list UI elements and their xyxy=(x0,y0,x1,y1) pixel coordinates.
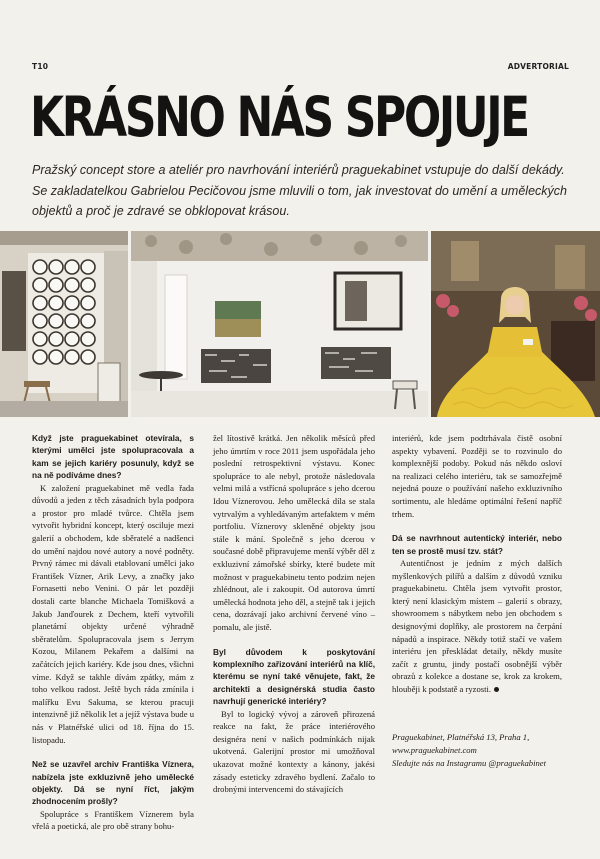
interview-answer-continued: interiérů, kde jsem podtrhávala čistě osobní aspekty vybavení. Později se to rozvinulo do komplexnější podoby. Pokud nás někdo osloví na realizaci celého interiéru, tak se samozřejmě nejedná pouze o používání našeho exkluzivního sortimentu, ale hledáme optimální řešení napříč trhem. xyxy=(392,433,562,519)
interview-question: Byl důvodem k poskytování komplexního zařizování interiérů na klíč, kterému se nyní také věnujete, fakt, že architekti a designérská studia často navrhují generické interiéry? xyxy=(213,646,375,707)
photo-strip xyxy=(0,231,600,417)
plate-wall-illustration xyxy=(0,231,128,417)
photo-portrait-yellow-dress xyxy=(431,231,600,417)
portrait-illustration xyxy=(431,231,600,417)
photo-gallery-interior xyxy=(131,231,428,417)
final-answer-text: Autentičnost je jedním z mých dalších myšlenkových pilířů a dalším z důvodů vzniku praguekabinetu. Chtěla jsem vytvořit prostor, který není klasickým místem – galerií s obrazy, showroomem s nábytkem nebo jen obchodem s designovými doplňky, ale prostorem na čerpání nápadů a inspirace. Někdy totiž stačí ve vašem interiéru jen přeskládat detaily, někdy musíte začít z gruntu, jindy postačí osobnější výběr obrazů z kolekce a dostane se, krok za krokem, hlouběji k podstatě a ryzosti. xyxy=(392,557,562,694)
interview-answer: Byl to logický vývoj a zároveň přirozená reakce na fakt, že práce interiérového designéra není v našich podmínkách nijak ukotvená. Galerijní prostor mi umožňoval ukazovat možné kontexty a kánony, jakési zásady esteticky zdravého bydlení. Začalo to drobnými intervencemi do stávajících xyxy=(213,708,375,795)
article-column-3 xyxy=(392,432,562,696)
photo-plate-wall xyxy=(0,231,128,417)
end-mark-icon xyxy=(494,687,499,692)
interview-answer: Spolupráce s Františkem Víznerem byla vřelá a poetická, ale pro obě strany bohu- xyxy=(32,808,194,832)
interview-question: Dá se navrhnout autentický interiér, nebo ten se prostě musí tzv. stát? xyxy=(392,533,562,556)
contact-instagram[interactable]: Sledujte nás na Instagramu @praguekabinet xyxy=(392,757,546,768)
gallery-interior-illustration xyxy=(131,231,428,417)
interview-answer-continued: žel lítostivě krátká. Jen několik měsíců před jeho úmrtím v roce 2011 jsem uspořádala jeho poslední retrospektivní výstavu. Konec spolupráce to ale nebyl, protože následovala velmi milá a vstřícná spolupráce s jeho dcerou Idou Víznerovou. Jeho umělecká díla se stala vytrvalým a vyhledávaným artefaktem v mém portfoliu. Víznerovy skleněné objekty jsou stále k mání. Společně s jeho dcerou v současné době připravujeme menší výběr děl z exkluzivní zámořské sbírky, které budete mít možnost v praguekabinetu tento podzim nejen zhlédnout, ale i zakoupit. Od autorova úmrtí umělecká hodnota jeho děl, a stejně tak i jejich cena, dozrávají jako archivní červené víno – pomalu, ale jistě. xyxy=(213,433,375,632)
page-number: T10 xyxy=(32,62,49,71)
section-label: ADVERTORIAL xyxy=(507,62,569,71)
contact-info xyxy=(392,731,570,769)
article-column-1 xyxy=(32,432,194,833)
contact-address: Praguekabinet, Platnéřská 13, Praha 1, xyxy=(392,732,530,742)
interview-question: Než se uzavřel archiv Františka Víznera, nabízela jste exkluzivně jeho umělecké objekty. Dá se nyní říct, jakým zhodnocením prošly? xyxy=(32,759,194,807)
article-lead: Pražský concept store a ateliér pro navrhování interiérů praguekabinet vstupuje do další dekády. Se zakladatelkou Gabrielou Pecičovou jsme mluvili o tom, jak investovat do umění a uměleckých objektů a proč je zdravé se obklopovat krásou. xyxy=(32,163,567,218)
interview-answer: K založení praguekabinet mě vedla řada důvodů a jeden z těch zásadních byla podpora a prostor pro mladé tvůrce. Chtěla jsem vytvořit hybridní koncept, který osciluje mezi galerií a obchodem, kde sběratelé a nadšenci do umění najdou nové autory a nové podněty. Prvný rámec mi dávali etablovaní umělci jako František Vízner, Arik Levy, a značky jako Fornasetti nebo Venini. O pár let později dostali carte blanche Michaela Tomišková a Jakub Janďourek z Dechem, kteří vytvořili planetární objekty určené výhradně sběratelům. Spolupracovala jsem s Jerrym Kozou, Milanem Pekařem a dalšími na začátcích jejich kariéry. Kde jsou dnes, všichni víme. Když se takhle dívám zpátky, mám z toho velkou radost. Ještě bych ráda zmínila i malířku Evu Sakuma, se kterou pracuji intenzivně již několik let a jejíž výstava bude u nás v Platnéřské ulici od 18. října do 15. listopadu. xyxy=(32,482,194,745)
interview-answer-final xyxy=(392,557,562,696)
interview-question: Když jste praguekabinet otevírala, s kterými umělci jste spolupracovala a kam se jejich kariéry posunuly, když se na ně podíváme dnes? xyxy=(32,433,194,481)
contact-website[interactable]: www.praguekabinet.com xyxy=(392,744,477,755)
article-column-2 xyxy=(213,432,375,796)
article-title: KRÁSNO NÁS SPOJUJE xyxy=(30,85,528,149)
